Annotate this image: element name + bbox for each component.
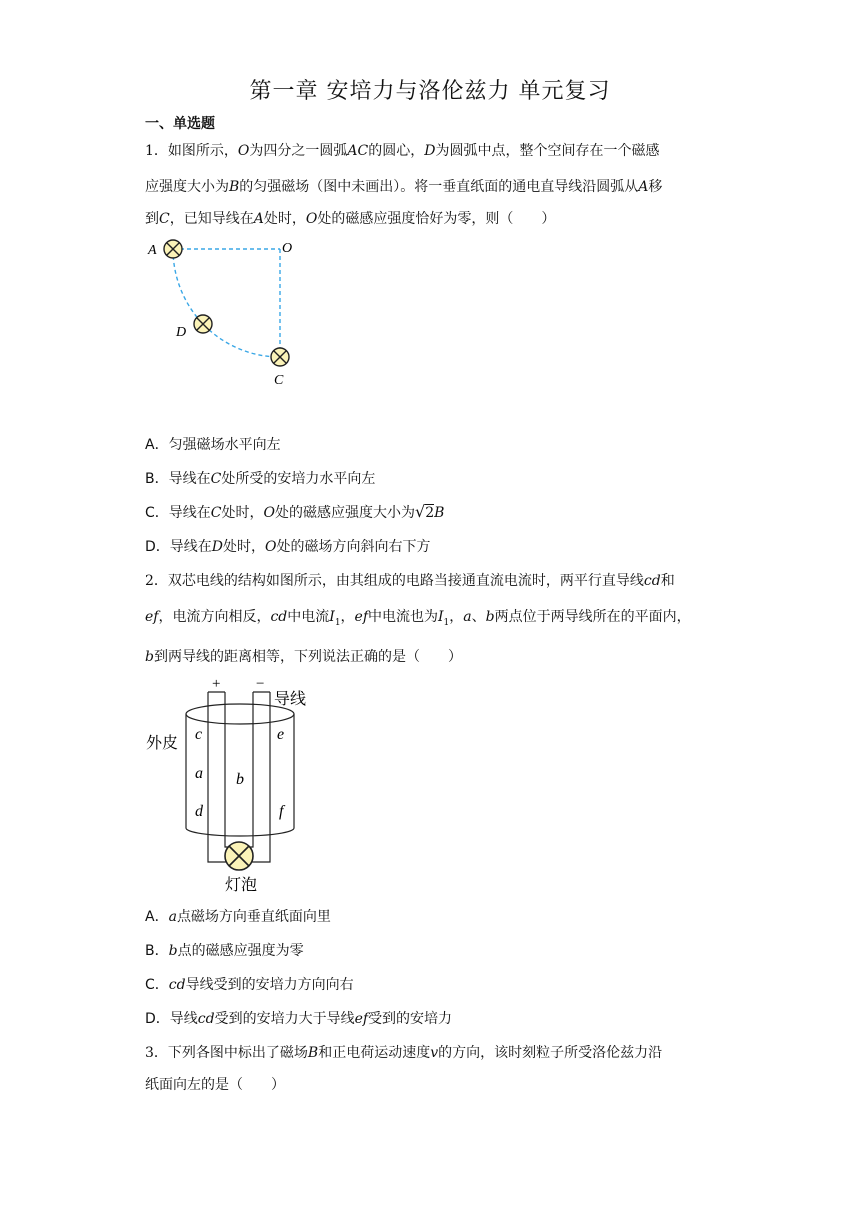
q2-var: cd (270, 609, 288, 625)
q2-text: 到两导线的距离相等，下列说法正确的是（ ） (153, 649, 462, 665)
q1-text: 到 (145, 211, 159, 227)
option-text: 处的磁场方向斜向右下方 (276, 539, 431, 555)
q2-line-3 (145, 646, 462, 666)
q1-var: D (424, 143, 436, 159)
q1-figure (140, 232, 310, 392)
option-var: D (211, 539, 224, 555)
sheath-label: 外皮 (146, 733, 179, 752)
option-key: D． (145, 1011, 170, 1027)
option-var: ef (354, 1011, 369, 1027)
q3-line-2 (145, 1074, 285, 1094)
bulb-label: 灯泡 (225, 875, 258, 894)
plus-terminal: + (212, 676, 221, 692)
q2-line-2 (145, 606, 691, 628)
q1-option-b[interactable] (145, 468, 375, 488)
option-var: a (168, 909, 177, 925)
q1-var: C (159, 211, 170, 227)
q2-text: 和 (660, 573, 675, 589)
q3-text: 纸面向左的是（ ） (145, 1077, 285, 1093)
q2-figure (140, 672, 330, 896)
q2-var: b (145, 649, 154, 665)
q2-option-b[interactable] (145, 940, 304, 960)
label-e: e (277, 726, 285, 743)
q3-line-1 (145, 1042, 662, 1062)
option-text: 匀强磁场水平向左 (168, 437, 281, 453)
q2-number: 2． (145, 573, 168, 589)
option-var: O (265, 539, 277, 555)
q1-text: 的圆心， (368, 143, 425, 159)
label-O: O (282, 241, 293, 256)
cylinder-bottom (186, 828, 294, 836)
wire-A-icon (164, 240, 182, 258)
q2-option-a[interactable] (145, 906, 331, 926)
q1-number: 1． (145, 143, 168, 159)
q2-text: 中电流 (287, 609, 330, 625)
label-A: A (148, 243, 157, 258)
q3-text: 和正电荷运动速度 (318, 1045, 431, 1061)
q1-text: 如图所示， (167, 143, 238, 159)
option-text: 导线 (169, 1011, 198, 1027)
q2-text: ， (340, 609, 355, 625)
q1-text: 为四分之一圆弧 (249, 143, 348, 159)
q2-text: ， (449, 609, 464, 625)
option-var: cd (197, 1011, 215, 1027)
option-var: O (263, 505, 275, 521)
q1-line-2 (145, 176, 662, 196)
q3-number: 3． (145, 1045, 168, 1061)
q2-var: I (438, 609, 444, 625)
q1-var: A (638, 179, 649, 195)
q2-option-d[interactable] (145, 1008, 452, 1028)
option-text: 导线在 (168, 505, 211, 521)
option-key: A． (145, 437, 169, 453)
section-heading: 一、单选题 (145, 116, 215, 132)
q2-text: 中电流也为 (368, 609, 439, 625)
q1-option-c[interactable] (145, 502, 444, 522)
wire-C-icon (271, 348, 289, 366)
option-text: 导线受到的安培力方向向右 (185, 977, 354, 993)
q3-var: B (307, 1045, 319, 1061)
option-text: 处时， (221, 505, 264, 521)
wire-left-inner (225, 692, 236, 847)
q2-var: ef (354, 609, 369, 625)
q1-text: 移 (648, 179, 663, 195)
q2-subscript: 1 (334, 617, 341, 628)
q3-text: 下列各图中标出了磁场 (167, 1045, 308, 1061)
wire-D-icon (194, 315, 212, 333)
q3-var: v (430, 1045, 439, 1061)
q1-text: 的匀强磁场（图中未画出）。将一垂直纸面的通电直导线沿圆弧从 (239, 179, 639, 195)
q1-var: B (229, 179, 240, 195)
option-key: B． (145, 471, 169, 487)
option-var: b (168, 943, 178, 959)
label-f: f (279, 803, 284, 820)
q1-text: 处时， (263, 211, 306, 227)
option-var: cd (168, 977, 186, 993)
q2-var: cd (643, 573, 661, 589)
q1-var: O (237, 143, 250, 159)
label-a: a (195, 765, 203, 782)
q1-text: 处的磁感应强度恰好为零，则（ ） (317, 211, 556, 227)
q2-option-c[interactable] (145, 974, 354, 994)
option-text: 处所受的安培力水平向左 (221, 471, 376, 487)
option-key: C． (145, 977, 169, 993)
option-key: C． (145, 505, 169, 521)
dashed-arc-AC (173, 249, 280, 357)
option-text: 点磁场方向垂直纸面向里 (176, 909, 331, 925)
label-d: d (195, 803, 203, 820)
minus-terminal: − (256, 676, 265, 692)
option-text: 受到的安培力大于导线 (214, 1011, 355, 1027)
q2-subscript: 1 (443, 617, 450, 628)
option-var: C (210, 471, 222, 487)
q1-var: A (253, 211, 264, 227)
q1-var: O (305, 211, 318, 227)
option-text: 点的磁感应强度为零 (177, 943, 304, 959)
option-key: A． (145, 909, 169, 925)
option-text: 导线在 (168, 471, 211, 487)
q1-var: AC (347, 143, 369, 159)
q2-var: b (485, 609, 495, 625)
q1-line-3 (145, 208, 555, 228)
q1-text: 应强度大小为 (145, 179, 229, 195)
q2-text: 双芯电线的结构如图所示，由其组成的电路当接通直流电流时，两平行直导线 (167, 573, 644, 589)
option-text: 处的磁感应强度大小为 (274, 505, 415, 521)
sqrt-radicand: 2 (425, 505, 435, 521)
q2-var: ef (145, 609, 159, 625)
label-D: D (176, 325, 187, 340)
q3-text: 的方向，该时刻粒子所受洛伦兹力沿 (438, 1045, 663, 1061)
q1-option-a[interactable] (145, 434, 281, 454)
wire-label: 导线 (274, 689, 307, 708)
option-text: 受到的安培力 (368, 1011, 453, 1027)
option-key: D． (145, 539, 170, 555)
q2-text: 两点位于两导线所在的平面内， (494, 609, 691, 625)
bulb-icon (225, 842, 253, 870)
option-var: C (210, 505, 222, 521)
q1-text: ，已知导线在 (169, 211, 254, 227)
q2-text: 、 (471, 609, 486, 625)
wire-right-inner (241, 692, 253, 847)
sqrt-symbol: √2 (414, 502, 435, 521)
q1-line-1 (145, 140, 659, 160)
option-text: 处时， (223, 539, 266, 555)
q2-var: I (329, 609, 335, 625)
q2-text: ，电流方向相反， (158, 609, 271, 625)
q1-option-d[interactable] (145, 536, 431, 556)
label-c: c (195, 726, 203, 743)
q2-var: a (463, 609, 472, 625)
option-var: B (434, 505, 445, 521)
q1-text: 为圆弧中点，整个空间存在一个磁感 (435, 143, 660, 159)
option-text: 导线在 (169, 539, 212, 555)
label-b: b (236, 771, 244, 788)
label-C: C (274, 373, 284, 388)
page-title: 第一章 安培力与洛伦兹力 单元复习 (249, 79, 611, 104)
q2-line-1 (145, 570, 675, 590)
option-key: B． (145, 943, 169, 959)
